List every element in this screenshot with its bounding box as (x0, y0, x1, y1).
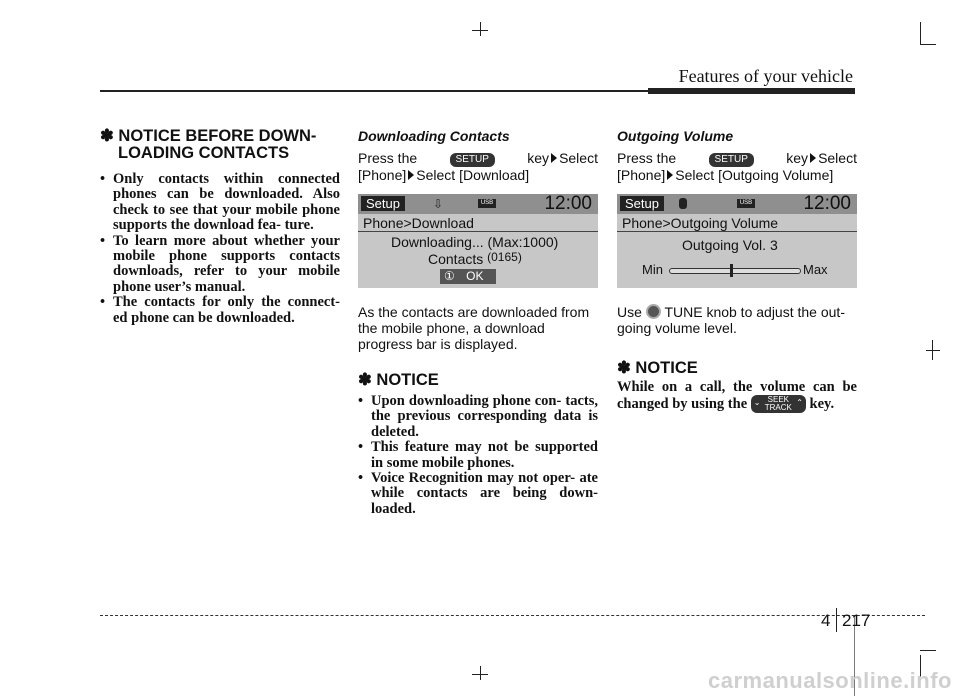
crop-mark (480, 666, 481, 680)
tune-instruction (617, 304, 857, 336)
tune-text-after: TUNE knob to adjust the out- going volume level. (617, 304, 845, 336)
notice-bullet-list (358, 394, 598, 517)
notice-text (617, 380, 857, 413)
screen-breadcrumb: Phone>Outgoing Volume (622, 215, 779, 231)
download-screen (358, 194, 598, 288)
chevron-up-icon: ⌃ (796, 398, 803, 408)
crop-mark (472, 674, 488, 675)
watermark-text: carmanualsonline.info (708, 668, 952, 693)
page-number: 217 (842, 611, 871, 630)
instruction-select: Select (818, 150, 857, 166)
contacts-label: Contacts (428, 251, 484, 267)
clock-display: 12:00 (803, 194, 851, 214)
instruction-text (617, 150, 857, 183)
instruction-select-outgoing: Select [Outgoing Volume] (675, 167, 834, 183)
footer-rule (100, 615, 925, 616)
bluetooth-download-icon: ⇩ (433, 197, 444, 211)
tune-knob-icon (646, 304, 661, 319)
chevron-down-icon: ⌄ (753, 398, 761, 408)
usb-icon: USB (737, 199, 755, 208)
setup-key-icon: SETUP (450, 153, 495, 167)
instruction-phone: [Phone] (617, 167, 666, 183)
instruction-key-word: key (786, 150, 809, 166)
download-description: As the contacts are downloaded from the mobile phone, a download progress bar is displayed. (358, 304, 590, 352)
tune-text-before: Use (617, 304, 642, 320)
notice-heading (100, 128, 340, 162)
list-item: • Only contacts within connected phones can be downloaded. Also check to see that your mobile phone supports the download fea- ture. (100, 172, 340, 234)
outgoing-volume-screen (617, 194, 857, 288)
middle-column (358, 128, 598, 517)
instruction-select-download: Select [Download] (416, 167, 530, 183)
notice-heading: ✽ NOTICE (358, 371, 439, 389)
notice-heading-line1: ✽ NOTICE BEFORE DOWN- (100, 127, 317, 145)
footer-separator (836, 608, 837, 632)
crop-mark (480, 22, 481, 36)
seek-label: SEEK (767, 395, 789, 405)
contacts-number: (0165) (487, 250, 522, 264)
chapter-number: 4 (821, 611, 831, 630)
section-header-title: Features of your vehicle (678, 66, 853, 86)
clock-display: 12:00 (544, 194, 592, 214)
ok-button[interactable] (440, 269, 496, 284)
screen-breadcrumb: Phone>Download (363, 215, 474, 231)
instruction-text (358, 150, 598, 183)
left-column (100, 128, 340, 326)
right-column (617, 128, 857, 413)
header-accent-bar (648, 88, 855, 94)
usb-icon: USB (478, 199, 496, 208)
section-title: Downloading Contacts (358, 128, 510, 144)
notice-heading-line2: LOADING CONTACTS (118, 144, 290, 162)
crop-mark (920, 650, 936, 651)
volume-label: Outgoing Vol. 3 (682, 237, 778, 253)
divider (617, 231, 857, 232)
arrow-right-icon (667, 170, 673, 180)
volume-min-label: Min (642, 262, 663, 277)
section-title: Outgoing Volume (617, 128, 734, 144)
ok-index: ① (444, 269, 455, 283)
volume-max-label: Max (803, 262, 828, 277)
volume-slider[interactable] (669, 268, 801, 274)
seek-track-key-icon (751, 395, 806, 413)
setup-tab: Setup (361, 196, 405, 211)
instruction-key-word: key (527, 150, 550, 166)
list-item: • Upon downloading phone con- tacts, the previous corresponding data is deleted. (358, 394, 598, 440)
crop-mark (920, 44, 936, 45)
bluetooth-icon (679, 198, 687, 209)
notice-bullet-list (100, 172, 340, 326)
instruction-press: Press the (617, 150, 677, 166)
instruction-press: Press the (358, 150, 418, 166)
crop-mark (920, 22, 921, 44)
ok-label: OK (466, 269, 484, 283)
notice-text-before: While on a call, the volume can be changed by using the (617, 379, 857, 413)
download-status: Downloading... (Max:1000) (391, 234, 559, 250)
setup-key-icon: SETUP (709, 153, 754, 167)
contacts-count (428, 250, 522, 267)
volume-slider-thumb[interactable] (730, 264, 733, 277)
arrow-right-icon (408, 170, 414, 180)
arrow-right-icon (810, 153, 816, 163)
divider (358, 231, 598, 232)
arrow-right-icon (551, 153, 557, 163)
list-item: • Voice Recognition may not oper- ate while contacts are being down- loaded. (358, 471, 598, 517)
crop-mark (926, 350, 940, 351)
list-item: • To learn more about whether your mobile phone supports contacts downloads, refer to your mobile phone user’s manual. (100, 234, 340, 296)
list-item: • The contacts for only the connect- ed phone can be downloaded. (100, 295, 340, 326)
list-item: • This feature may not be supported in some mobile phones. (358, 440, 598, 471)
notice-heading: ✽ NOTICE (617, 359, 698, 377)
instruction-select: Select (559, 150, 598, 166)
crop-mark (472, 30, 488, 31)
instruction-phone: [Phone] (358, 167, 407, 183)
notice-text-after: key. (809, 396, 835, 413)
setup-tab: Setup (620, 196, 664, 211)
track-label: TRACK (764, 403, 792, 413)
